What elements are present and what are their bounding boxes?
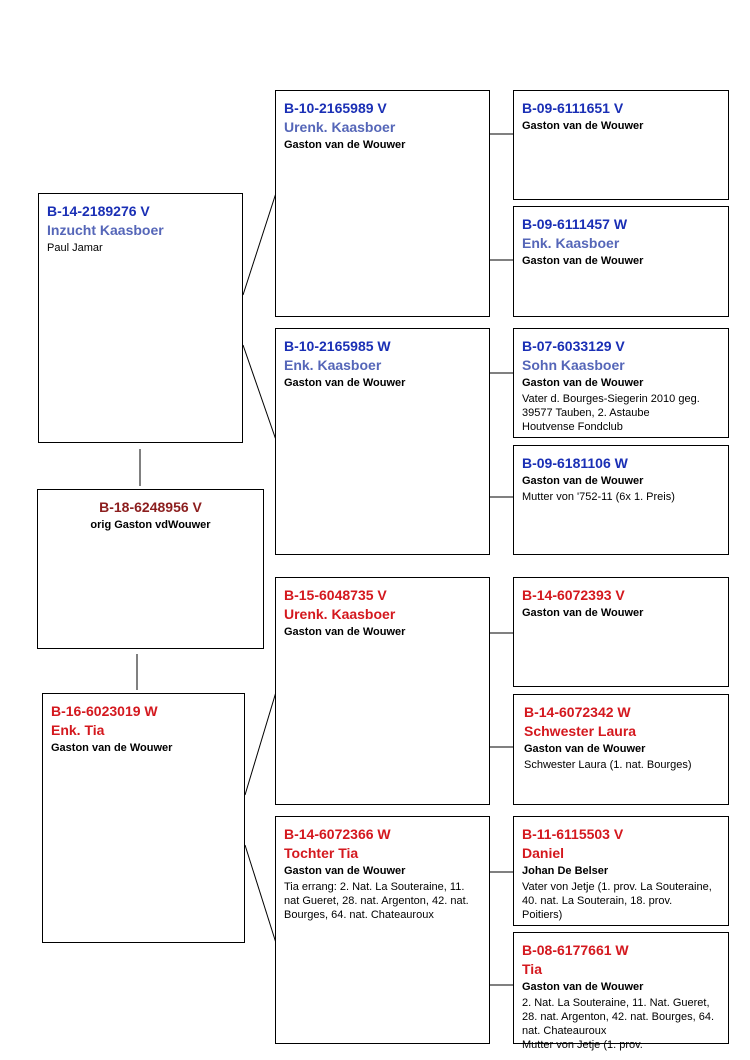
- ancestor-card-3[interactable]: [513, 328, 729, 438]
- subject-card[interactable]: [37, 489, 264, 649]
- subject-breeder: orig Gaston vdWouwer: [90, 519, 211, 531]
- dam-name: Enk. Tia: [51, 722, 105, 738]
- sire-ring-number: B-14-2189276 V: [47, 203, 150, 219]
- breeder-name: Gaston van de Wouwer: [522, 120, 644, 132]
- ring-number: B-09-6181106 W: [522, 455, 628, 471]
- breeder-name: Gaston van de Wouwer: [284, 865, 406, 877]
- pigeon-name: Enk. Kaasboer: [522, 235, 620, 251]
- pigeon-name: Urenk. Kaasboer: [284, 119, 396, 135]
- breeder-name: Gaston van de Wouwer: [284, 139, 406, 151]
- ring-number: B-09-6111651 V: [522, 100, 624, 116]
- granddam-paternal-card[interactable]: [275, 328, 490, 555]
- subject-ring-number: B-18-6248956 V: [99, 499, 202, 515]
- breeder-name: Gaston van de Wouwer: [522, 377, 644, 389]
- ring-number: B-15-6048735 V: [284, 587, 387, 603]
- granddam-maternal-card[interactable]: [275, 816, 490, 1044]
- breeder-name: Gaston van de Wouwer: [522, 607, 644, 619]
- performance-note: Schwester Laura (1. nat. Bourges): [524, 759, 692, 771]
- breeder-name: Gaston van de Wouwer: [522, 255, 644, 267]
- pigeon-name: Daniel: [522, 845, 565, 861]
- ring-number: B-07-6033129 V: [522, 338, 625, 354]
- ancestor-card-1[interactable]: [513, 90, 729, 200]
- ring-number: B-08-6177661 W: [522, 942, 629, 958]
- pigeon-name: Tochter Tia: [284, 845, 359, 861]
- breeder-name: Johan De Belser: [522, 865, 609, 877]
- ring-number: B-11-6115503 V: [522, 826, 624, 842]
- breeder-name: Gaston van de Wouwer: [522, 981, 644, 993]
- ancestor-card-7[interactable]: [513, 816, 729, 926]
- performance-note: Vater d. Bourges-Siegerin 2010 geg. 39577 Tauben, 2. Astaube Houtvense Fondclub: [522, 393, 700, 433]
- ring-number: B-14-6072342 W: [524, 704, 631, 720]
- performance-note: Tia errang: 2. Nat. La Souteraine, 11. nat Gueret, 28. nat. Argenton, 42. nat. Bourges, 64. nat. Chateauroux: [284, 881, 469, 921]
- dam-breeder: Gaston van de Wouwer: [51, 742, 173, 754]
- ancestor-card-6[interactable]: [513, 694, 729, 805]
- breeder-name: Gaston van de Wouwer: [524, 743, 646, 755]
- pigeon-name: Tia: [522, 961, 542, 977]
- performance-note: 2. Nat. La Souteraine, 11. Nat. Gueret, 28. nat. Argenton, 42. nat. Bourges, 64. nat. Chateauroux: [522, 997, 715, 1037]
- grandsire-maternal-card[interactable]: [275, 577, 490, 805]
- ring-number: B-14-6072393 V: [522, 587, 625, 603]
- pigeon-name: Urenk. Kaasboer: [284, 606, 396, 622]
- breeder-name: Gaston van de Wouwer: [522, 475, 644, 487]
- performance-note: Mutter von '752-11 (6x 1. Preis): [522, 491, 675, 503]
- ancestor-card-2[interactable]: [513, 206, 729, 317]
- sire-name: Inzucht Kaasboer: [47, 222, 164, 238]
- ring-number: B-14-6072366 W: [284, 826, 391, 842]
- pigeon-name: Sohn Kaasboer: [522, 357, 625, 373]
- ancestor-card-8[interactable]: [513, 932, 729, 1051]
- pigeon-name: Enk. Kaasboer: [284, 357, 382, 373]
- sire-card[interactable]: [38, 193, 243, 443]
- ancestor-card-5[interactable]: [513, 577, 729, 687]
- pigeon-name: Schwester Laura: [524, 723, 637, 739]
- grandsire-paternal-card[interactable]: [275, 90, 490, 317]
- breeder-name: Gaston van de Wouwer: [284, 626, 406, 638]
- performance-note: Vater von Jetje (1. prov. La Souteraine, 40. nat. La Souterain, 18. prov. Poitiers): [522, 881, 712, 921]
- breeder-name: Gaston van de Wouwer: [284, 377, 406, 389]
- dam-ring-number: B-16-6023019 W: [51, 703, 158, 719]
- ring-number: B-09-6111457 W: [522, 216, 628, 232]
- ancestor-card-4[interactable]: [513, 445, 729, 555]
- performance-note-truncated: Mutter von Jetje (1. prov.: [522, 1039, 643, 1051]
- sire-breeder: Paul Jamar: [47, 242, 103, 254]
- dam-card[interactable]: [42, 693, 245, 943]
- ring-number: B-10-2165989 V: [284, 100, 387, 116]
- ring-number: B-10-2165985 W: [284, 338, 391, 354]
